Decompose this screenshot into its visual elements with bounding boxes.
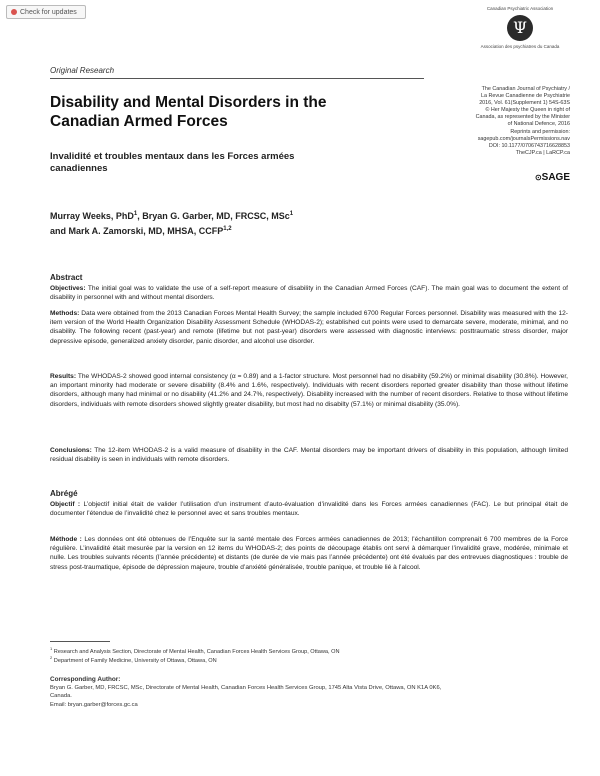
meta-line: Canada, as represented by the Minister xyxy=(475,114,570,121)
footnote-text: Research and Analysis Section, Directorate of Mental Health, Canadian Forces Health Services Group, Ottawa, ON xyxy=(53,648,340,655)
corresponding-email[interactable]: Email: bryan.garber@forces.gc.ca xyxy=(50,701,138,708)
conclusions-label: Conclusions: xyxy=(50,447,92,454)
sage-logo: ⊙SAGE xyxy=(534,172,570,183)
check-for-updates-badge[interactable] xyxy=(6,5,86,19)
author-name: , Bryan G. Garber, MD, FRCSC, MSc xyxy=(137,211,290,221)
footnote xyxy=(50,654,550,665)
psi-emblem-icon: Ψ xyxy=(507,15,533,41)
abstract-objectives xyxy=(50,284,568,302)
affiliation-marker: 1,2 xyxy=(223,226,232,232)
footnote-text: Department of Family Medicine, University of Ottawa, Ottawa, ON xyxy=(53,657,217,664)
abstract-results xyxy=(50,372,568,409)
meta-line: © Her Majesty the Queen in right of xyxy=(485,107,570,114)
publisher-logo xyxy=(480,6,560,49)
affiliation-marker: 1 xyxy=(289,211,294,217)
methods-text: Data were obtained from the 2013 Canadian Forces Mental Health Survey; the sample included 6700 Regular Forces personnel. Disability was measured with the 12-item version of the World Health Organization Disability Assessment Schedule (WHODAS-2); established cut points were used to demarcate severe, moderate, minimal, and no disability. The following recent (past-year) and remote (lifetime but not past-year) disorders were assessed with diagnostic interviews: posttraumatic stress disorder, major depressive episode, generalized anxiety disorder, panic disorder, and alcohol use disorder. xyxy=(50,310,568,345)
methode-text: Les données ont été obtenues de l’Enquête sur la santé mentale des Forces armées canadiennes de 2013; l’échantillon comprenait 6 700 membres de la Force régulière. L’invalidité était mesurée par la version en 12 items du WHODAS-2; des points de découpage établis ont servi à démarquer l’invalidité grave, modérée, minimale et nulle. Les troubles suivants récents (l’année précédente) et distants (de durée de vie mais pas l’année précédente) ont été évalués par des entrevues diagnostiques : trouble de stress post-traumatique, épisode de dépression majeure, trouble d’anxiété généralisée, trouble panique, et trouble lié à l’alcool. xyxy=(50,536,568,571)
footnote-number: 2 xyxy=(50,655,53,660)
abrege-methode xyxy=(50,535,568,572)
meta-doi[interactable]: DOI: 10.1177/0706743716628853 xyxy=(488,142,570,149)
meta-line: of National Defence, 2016 xyxy=(507,121,570,128)
conclusions-text: The 12-item WHODAS-2 is a valid measure of disability in the CAF. Mental disorders may be important drivers of disability in this population, although limited residual disability is seen in individuals with remote disorders. xyxy=(50,447,568,464)
update-icon xyxy=(11,9,17,15)
results-label: Results: xyxy=(50,373,77,380)
abstract-heading: Abstract xyxy=(50,273,83,282)
objectif-text: L’objectif initial était de valider l’utilisation d’un instrument d’auto-évaluation d’invalidité dans les Forces armées canadiennes (FAC). Le but principal était de documenter l’étendue de l’invalidité chez le personnel avec et sans troubles mentaux. xyxy=(50,501,568,518)
corresponding-country: Canada. xyxy=(50,693,72,700)
logo-org-fr: Association des psychiatres du Canada xyxy=(480,43,560,49)
objectives-label: Objectives: xyxy=(50,285,86,292)
article-title: Disability and Mental Disorders in the Canadian Armed Forces xyxy=(50,94,327,130)
abrege-heading: Abrégé xyxy=(50,489,78,498)
article-subtitle-fr: Invalidité et troubles mentaux dans les Forces armées canadiennes xyxy=(50,151,295,174)
section-label: Original Research xyxy=(50,66,115,75)
meta-website[interactable]: TheCJP.ca | LaRCP.ca xyxy=(515,149,570,156)
sage-logo-text: SAGE xyxy=(541,172,570,183)
footnote-number: 1 xyxy=(50,646,53,651)
affiliation-marker: 1 xyxy=(133,211,138,217)
methode-label: Méthode : xyxy=(50,536,82,543)
author-list xyxy=(50,208,410,238)
results-text: The WHODAS-2 showed good internal consistency (α = 0.89) and a 1-factor structure. Most personnel had no disability (59.2%) or minimal disability (30.8%). However, an important minority had moderate or severe disability (8.4% and 1.6%, respectively). Individuals with recent disorders reported greater disability than those without lifetime disorders, although many had minimal or no disability (41.2% and 24.7%, respectively). Disability increased with the number of recent disorders. Relative to those without lifetime disorders, individuals with remote disorders showed slightly greater disability, but most had no disabilty (57.1%) or minimal disability (35.0%). xyxy=(50,373,569,408)
corresponding-heading: Corresponding Author: xyxy=(50,676,121,683)
abstract-methods xyxy=(50,309,568,346)
objectives-text: The initial goal was to validate the use of a self-report measure of disability in the Canadian Armed Forces (CAF). The main goal was to document the extent of disability in personnel with and without mental disorders. xyxy=(50,285,568,302)
journal-meta xyxy=(420,86,570,157)
header-divider xyxy=(50,78,424,79)
methods-label: Methods: xyxy=(50,310,80,317)
meta-line: La Revue Canadienne de Psychiatrie xyxy=(480,93,570,100)
meta-link[interactable]: sagepub.com/journalsPermissions.nav xyxy=(477,135,570,142)
corresponding-address: Bryan G. Garber, MD, FRCSC, MSc, Directorate of Mental Health, Canadian Forces Health Services Group, 1745 Alta Vista Drive, Ottawa, ON K1A 0K6, xyxy=(50,685,442,692)
logo-org-en: Canadian Psychiatric Association xyxy=(486,6,554,11)
meta-line: 2016, Vol. 61(Supplement 1) 54S-63S xyxy=(479,100,570,107)
meta-line: The Canadian Journal of Psychiatry / xyxy=(481,86,570,92)
abrege-objectif xyxy=(50,500,568,518)
badge-label: Check for updates xyxy=(20,9,77,16)
meta-line: Reprints and permission: xyxy=(510,128,570,135)
objectif-label: Objectif : xyxy=(50,501,81,508)
footnote-divider xyxy=(50,641,110,642)
corresponding-author xyxy=(50,676,550,709)
author-name: and Mark A. Zamorski, MD, MHSA, CCFP xyxy=(50,226,224,236)
author-name: Murray Weeks, PhD xyxy=(50,211,134,221)
abstract-conclusions xyxy=(50,446,568,464)
